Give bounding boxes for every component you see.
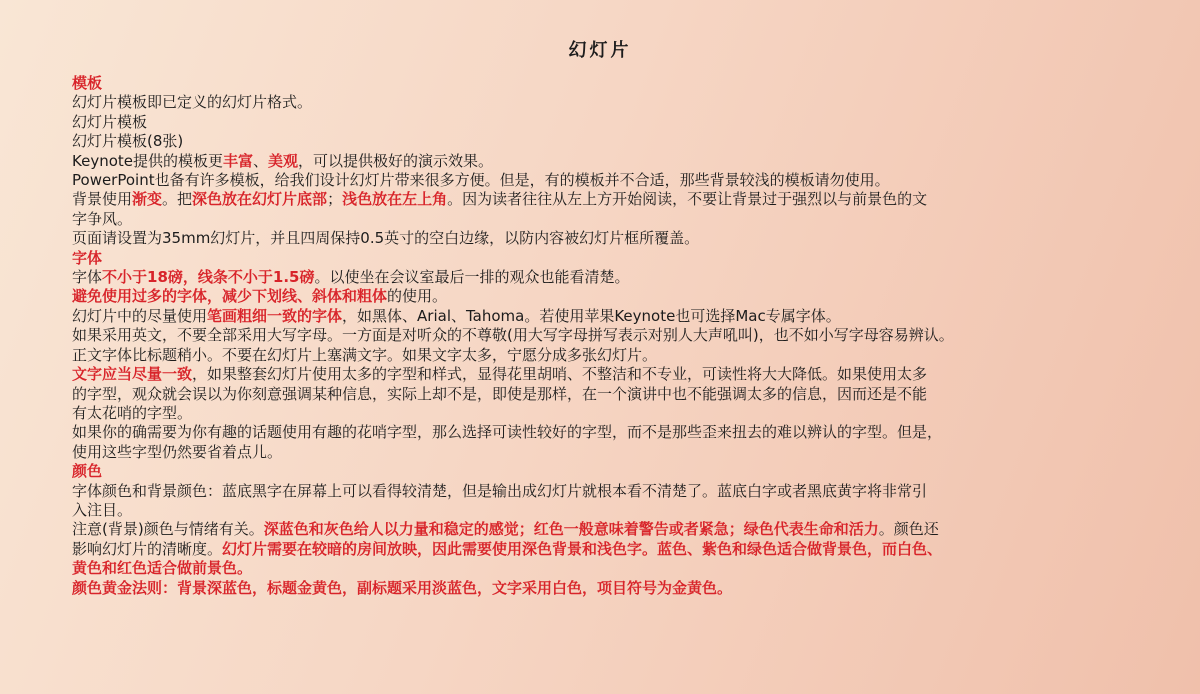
text-line bbox=[72, 210, 1152, 229]
text-segment: 注意(背景)颜色与情绪有关。 bbox=[72, 520, 264, 539]
text-line bbox=[72, 482, 1152, 501]
text-line bbox=[72, 579, 1152, 598]
text-segment: 字体 bbox=[72, 268, 103, 287]
text-segment: 、 bbox=[253, 151, 269, 170]
text-segment: 。把 bbox=[162, 190, 193, 209]
highlighted-text: 颜色黄金法则：背景深蓝色，标题金黄色，副标题采用淡蓝色，文字采用白色，项目符号为金黄色。 bbox=[72, 578, 733, 597]
text-line bbox=[72, 132, 1152, 151]
text-segment: 模板 bbox=[72, 74, 103, 92]
text-segment: 入注目。 bbox=[72, 500, 133, 519]
text-segment: 字体 bbox=[72, 248, 103, 267]
text-segment: ，可以提供极好的演示效果。 bbox=[298, 151, 494, 170]
text-line bbox=[72, 326, 1152, 345]
text-segment: 页面请设置为35mm幻灯片，并且四周保持0.5英寸的空白边缘，以防内容被幻灯片框所覆盖。 bbox=[72, 229, 700, 248]
text-segment: 幻灯片中的尽量使用 bbox=[72, 306, 208, 325]
text-segment: ，如黑体、Arial、Tahoma。若使用苹果Keynote也可选择Mac专属字体。 bbox=[342, 306, 841, 325]
text-line bbox=[72, 113, 1152, 132]
text-segment: 。因为读者往往从左上方开始阅读，不要让背景过于强烈以与前景色的文 bbox=[447, 190, 928, 209]
text-line bbox=[72, 423, 1152, 442]
text-segment: 如果你的确需要为你有趣的话题使用有趣的花哨字型，那么选择可读性较好的字型，而不是那些歪来扭去的难以辨认的字型。但是， bbox=[72, 423, 943, 442]
text-segment: 的字型，观众就会误以为你刻意强调某种信息，实际上却不是，即使是那样，在一个演讲中也不能强调太多的信息，因而还是不能 bbox=[72, 384, 928, 403]
text-line bbox=[72, 229, 1152, 248]
document-body bbox=[72, 74, 1152, 598]
text-line bbox=[72, 346, 1152, 365]
text-segment: 背景使用 bbox=[72, 190, 133, 209]
highlighted-text: 丰富 bbox=[223, 151, 254, 170]
highlighted-text: 黄色和红色适合做前景色。 bbox=[72, 559, 253, 578]
text-segment: 的使用。 bbox=[387, 287, 448, 306]
text-line bbox=[72, 520, 1152, 539]
text-line bbox=[72, 404, 1152, 423]
page-title: 幻灯片 bbox=[568, 40, 632, 61]
text-segment: 颜色 bbox=[72, 462, 103, 481]
highlighted-text: 幻灯片需要在较暗的房间放映，因此需要使用深色背景和浅色字。蓝色、紫色和绿色适合做背景色，而白色、 bbox=[222, 539, 943, 558]
text-segment: 如果采用英文，不要全部采用大写字母。一方面是对听众的不尊敬(用大写字母拼写表示对别人大声吼叫)，也不如小写字母容易辨认。 bbox=[72, 326, 954, 345]
text-line bbox=[72, 540, 1152, 559]
highlighted-text: 渐变 bbox=[132, 190, 163, 209]
text-segment: 幻灯片模板 bbox=[72, 112, 148, 131]
section-heading bbox=[72, 249, 1152, 268]
text-line bbox=[72, 93, 1152, 112]
highlighted-text: 深蓝色和灰色给人以力量和稳定的感觉；红色一般意味着警告或者紧急；绿色代表生命和活力 bbox=[263, 520, 879, 539]
text-segment: 有太花哨的字型。 bbox=[72, 403, 193, 422]
text-line bbox=[72, 559, 1152, 578]
text-segment: 幻灯片模板(8张) bbox=[72, 132, 184, 151]
text-segment: Keynote提供的模板更 bbox=[72, 151, 223, 170]
highlighted-text: 避免使用过多的字体，减少下划线、斜体和粗体 bbox=[72, 287, 388, 306]
text-segment: 使用这些字型仍然要省着点儿。 bbox=[72, 442, 283, 461]
text-line bbox=[72, 190, 1152, 209]
text-line bbox=[72, 365, 1152, 384]
section-heading bbox=[72, 74, 1152, 93]
text-segment: 影响幻灯片的清晰度。 bbox=[72, 539, 223, 558]
text-segment: 字争风。 bbox=[72, 209, 133, 228]
text-line bbox=[72, 152, 1152, 171]
text-line bbox=[72, 443, 1152, 462]
highlighted-text: 不小于18磅，线条不小于1.5磅 bbox=[102, 268, 315, 287]
text-segment: 幻灯片模板即已定义的幻灯片格式。 bbox=[72, 93, 313, 112]
text-segment: 。颜色还 bbox=[878, 520, 939, 539]
text-segment: 。以使坐在会议室最后一排的观众也能看清楚。 bbox=[314, 268, 630, 287]
text-line bbox=[72, 287, 1152, 306]
text-line bbox=[72, 501, 1152, 520]
highlighted-text: 美观 bbox=[268, 151, 299, 170]
section-heading bbox=[72, 462, 1152, 481]
text-segment: 字体颜色和背景颜色：蓝底黑字在屏幕上可以看得较清楚，但是输出成幻灯片就根本看不清楚了。蓝底白字或者黑底黄字将非常引 bbox=[72, 481, 928, 500]
text-line bbox=[72, 385, 1152, 404]
text-line bbox=[72, 171, 1152, 190]
text-segment: 正文字体比标题稍小。不要在幻灯片上塞满文字。如果文字太多，宁愿分成多张幻灯片。 bbox=[72, 345, 658, 364]
highlighted-text: 笔画粗细一致的字体 bbox=[207, 306, 343, 325]
highlighted-text: 浅色放在左上角 bbox=[342, 190, 448, 209]
highlighted-text: 深色放在幻灯片底部 bbox=[192, 190, 328, 209]
text-segment: ； bbox=[327, 190, 343, 209]
text-line bbox=[72, 268, 1152, 287]
text-segment: ，如果整套幻灯片使用太多的字型和样式，显得花里胡哨、不整洁和不专业，可读性将大大降低。如果使用太多 bbox=[192, 365, 928, 384]
text-segment: PowerPoint也备有许多模板，给我们设计幻灯片带来很多方便。但是，有的模板并不合适，那些背景较浅的模板请勿使用。 bbox=[72, 171, 890, 190]
text-line bbox=[72, 307, 1152, 326]
highlighted-text: 文字应当尽量一致 bbox=[72, 365, 193, 384]
